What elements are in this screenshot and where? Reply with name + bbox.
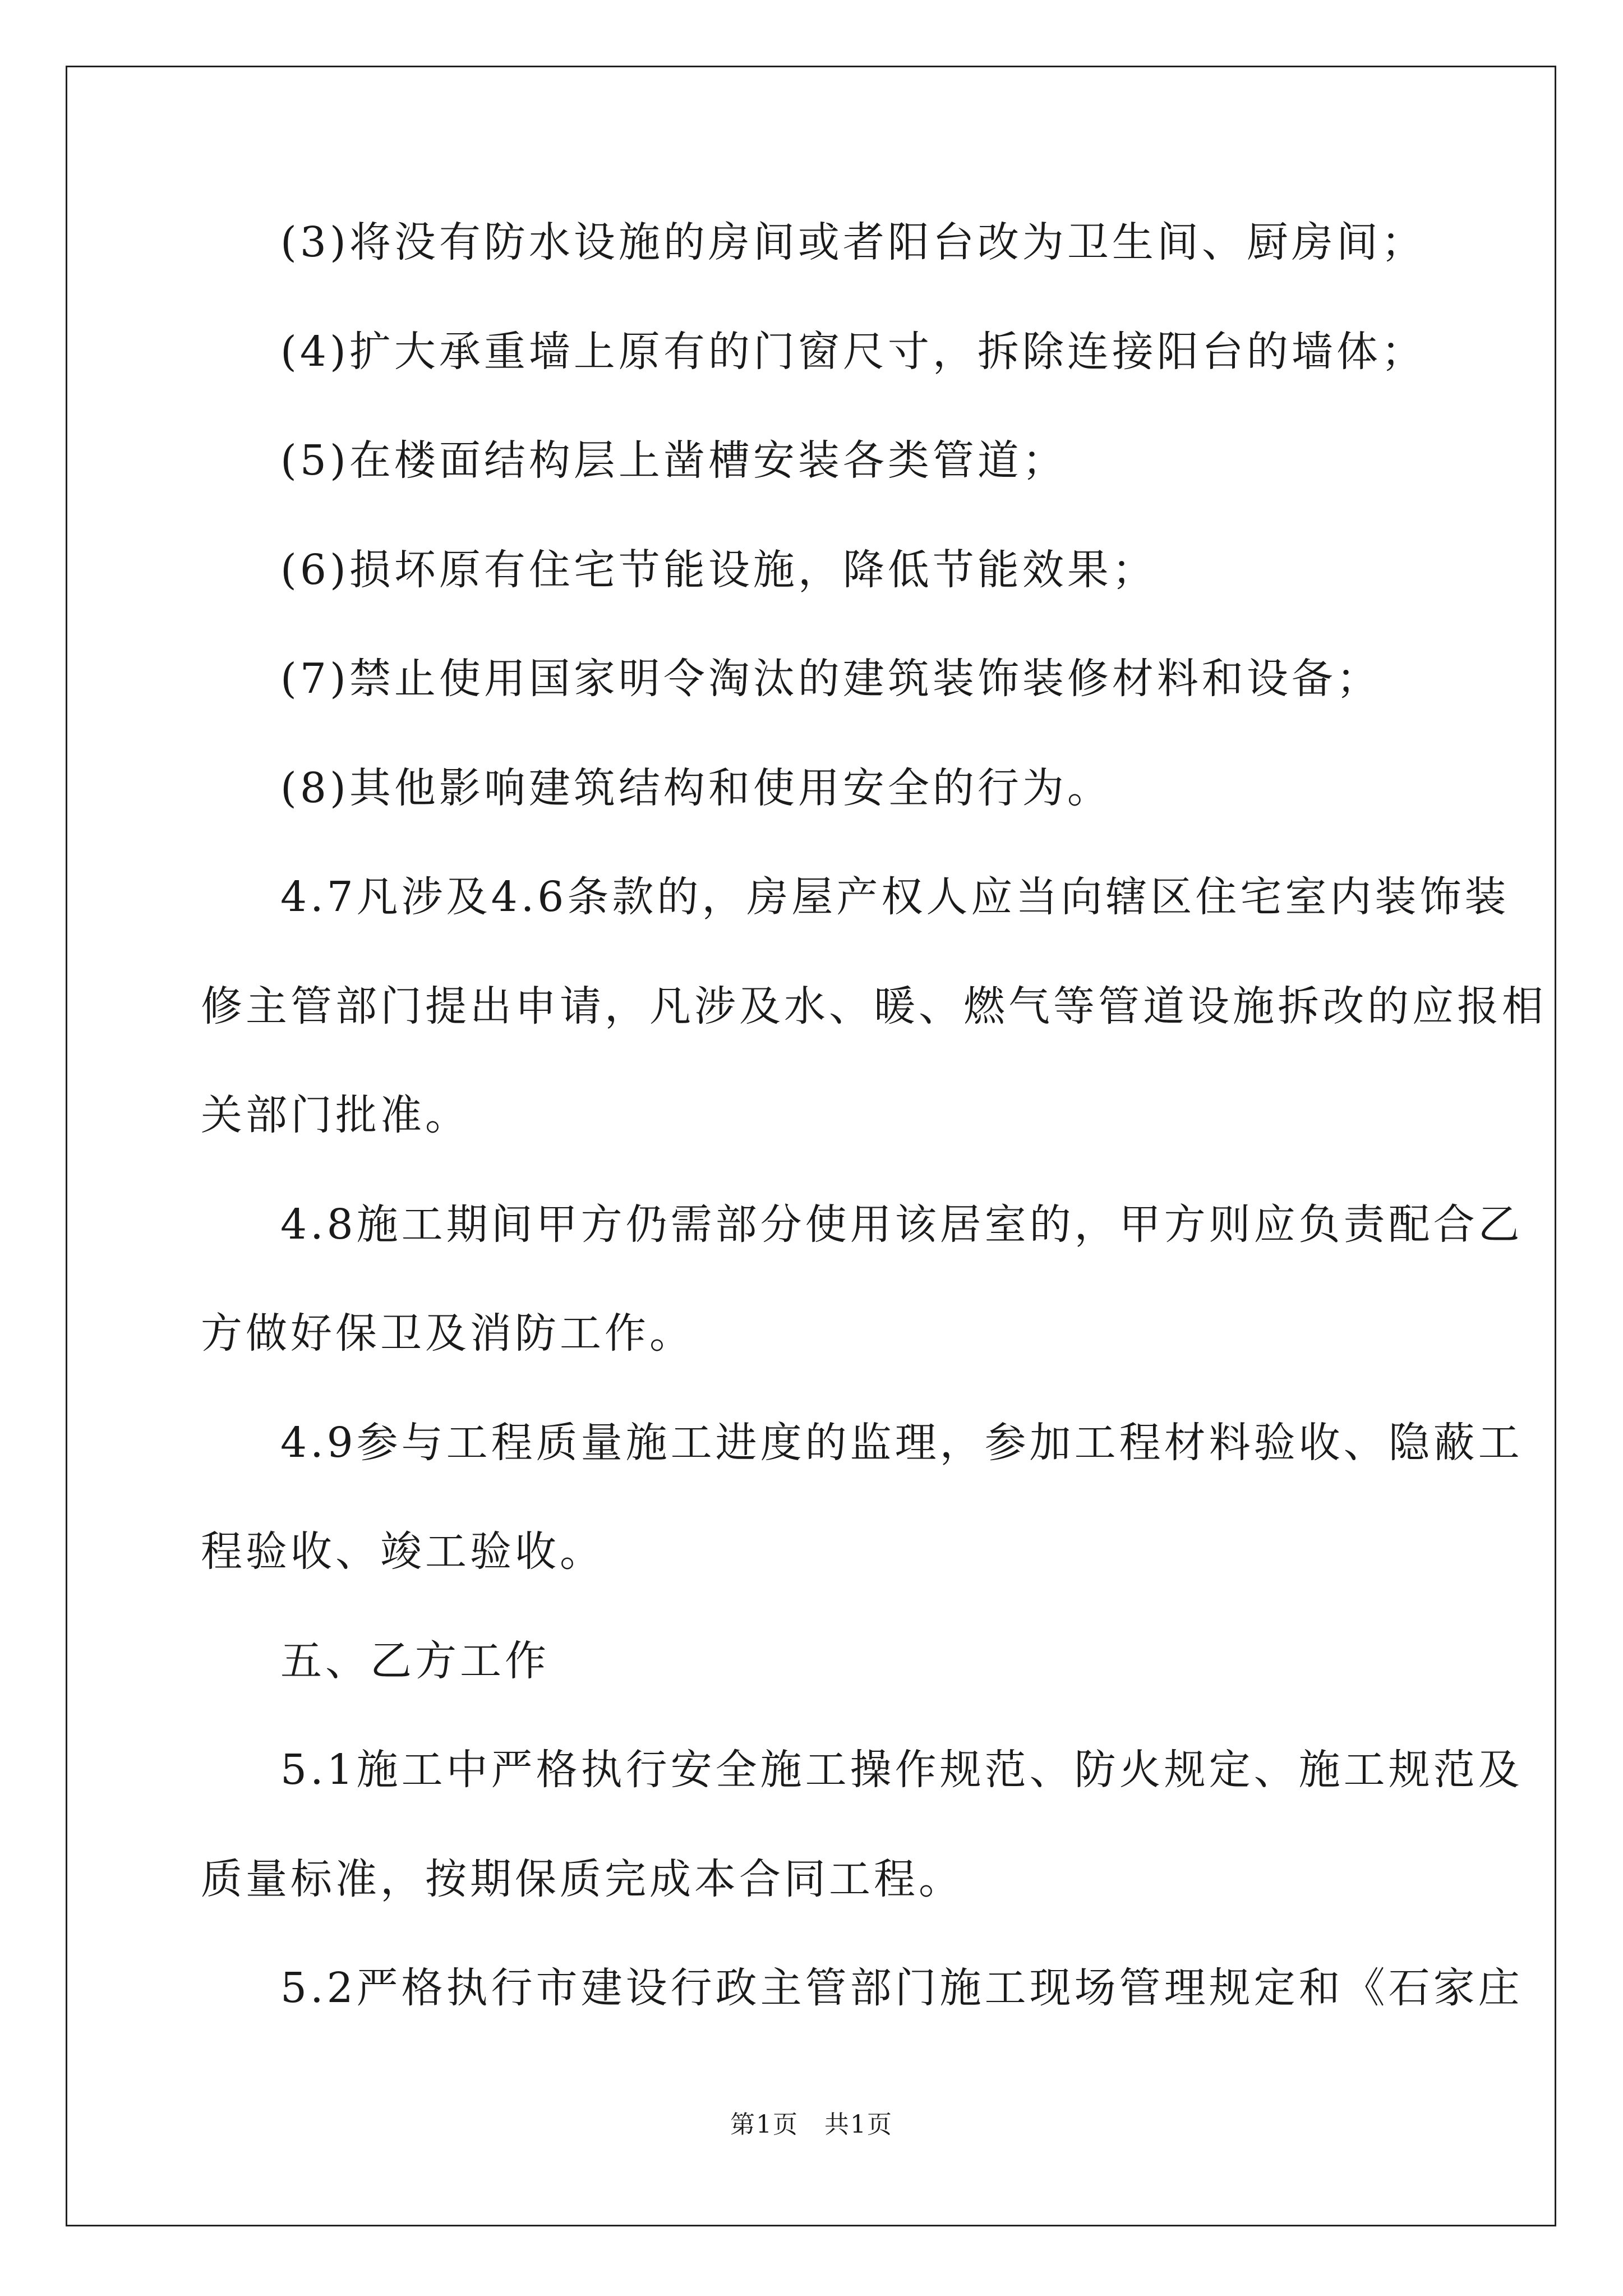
- text-line: 质量标准，按期保质完成本合同工程。: [201, 1855, 963, 1903]
- text-line: 4.7凡涉及4.6条款的，房屋产权人应当向辖区住宅室内装饰装: [280, 873, 1510, 921]
- text-line: 关部门批准。: [201, 1091, 470, 1139]
- text-line: 修主管部门提出申请，凡涉及水、暖、燃气等管道设施拆改的应报相: [201, 982, 1547, 1030]
- text-line: (4)扩大承重墙上原有的门窗尺寸，拆除连接阳台的墙体；: [280, 327, 1426, 376]
- text-line: (6)损坏原有住宅节能设施，降低节能效果；: [280, 545, 1157, 594]
- text-line: 方做好保卫及消防工作。: [201, 1309, 694, 1358]
- text-line: (5)在楼面结构层上凿槽安装各类管道；: [280, 436, 1067, 485]
- text-line: 五、乙方工作: [280, 1636, 550, 1685]
- page-footer: 第1页 共1页: [730, 2110, 893, 2139]
- text-line: 4.9参与工程质量施工进度的监理，参加工程材料验收、隐蔽工: [280, 1418, 1523, 1467]
- text-line: 5.2严格执行市建设行政主管部门施工现场管理规定和《石家庄: [280, 1964, 1523, 2012]
- text-line: 程验收、竣工验收。: [201, 1527, 605, 1576]
- text-line: (7)禁止使用国家明令淘汰的建筑装饰装修材料和设备；: [280, 655, 1381, 703]
- text-line: (3)将没有防水设施的房间或者阳台改为卫生间、厨房间；: [280, 218, 1426, 266]
- text-line: (8)其他影响建筑结构和使用安全的行为。: [280, 763, 1112, 812]
- text-line: 5.1施工中严格执行安全施工操作规范、防火规定、施工规范及: [280, 1746, 1523, 1794]
- text-line: 4.8施工期间甲方仍需部分使用该居室的，甲方则应负责配合乙: [280, 1200, 1523, 1249]
